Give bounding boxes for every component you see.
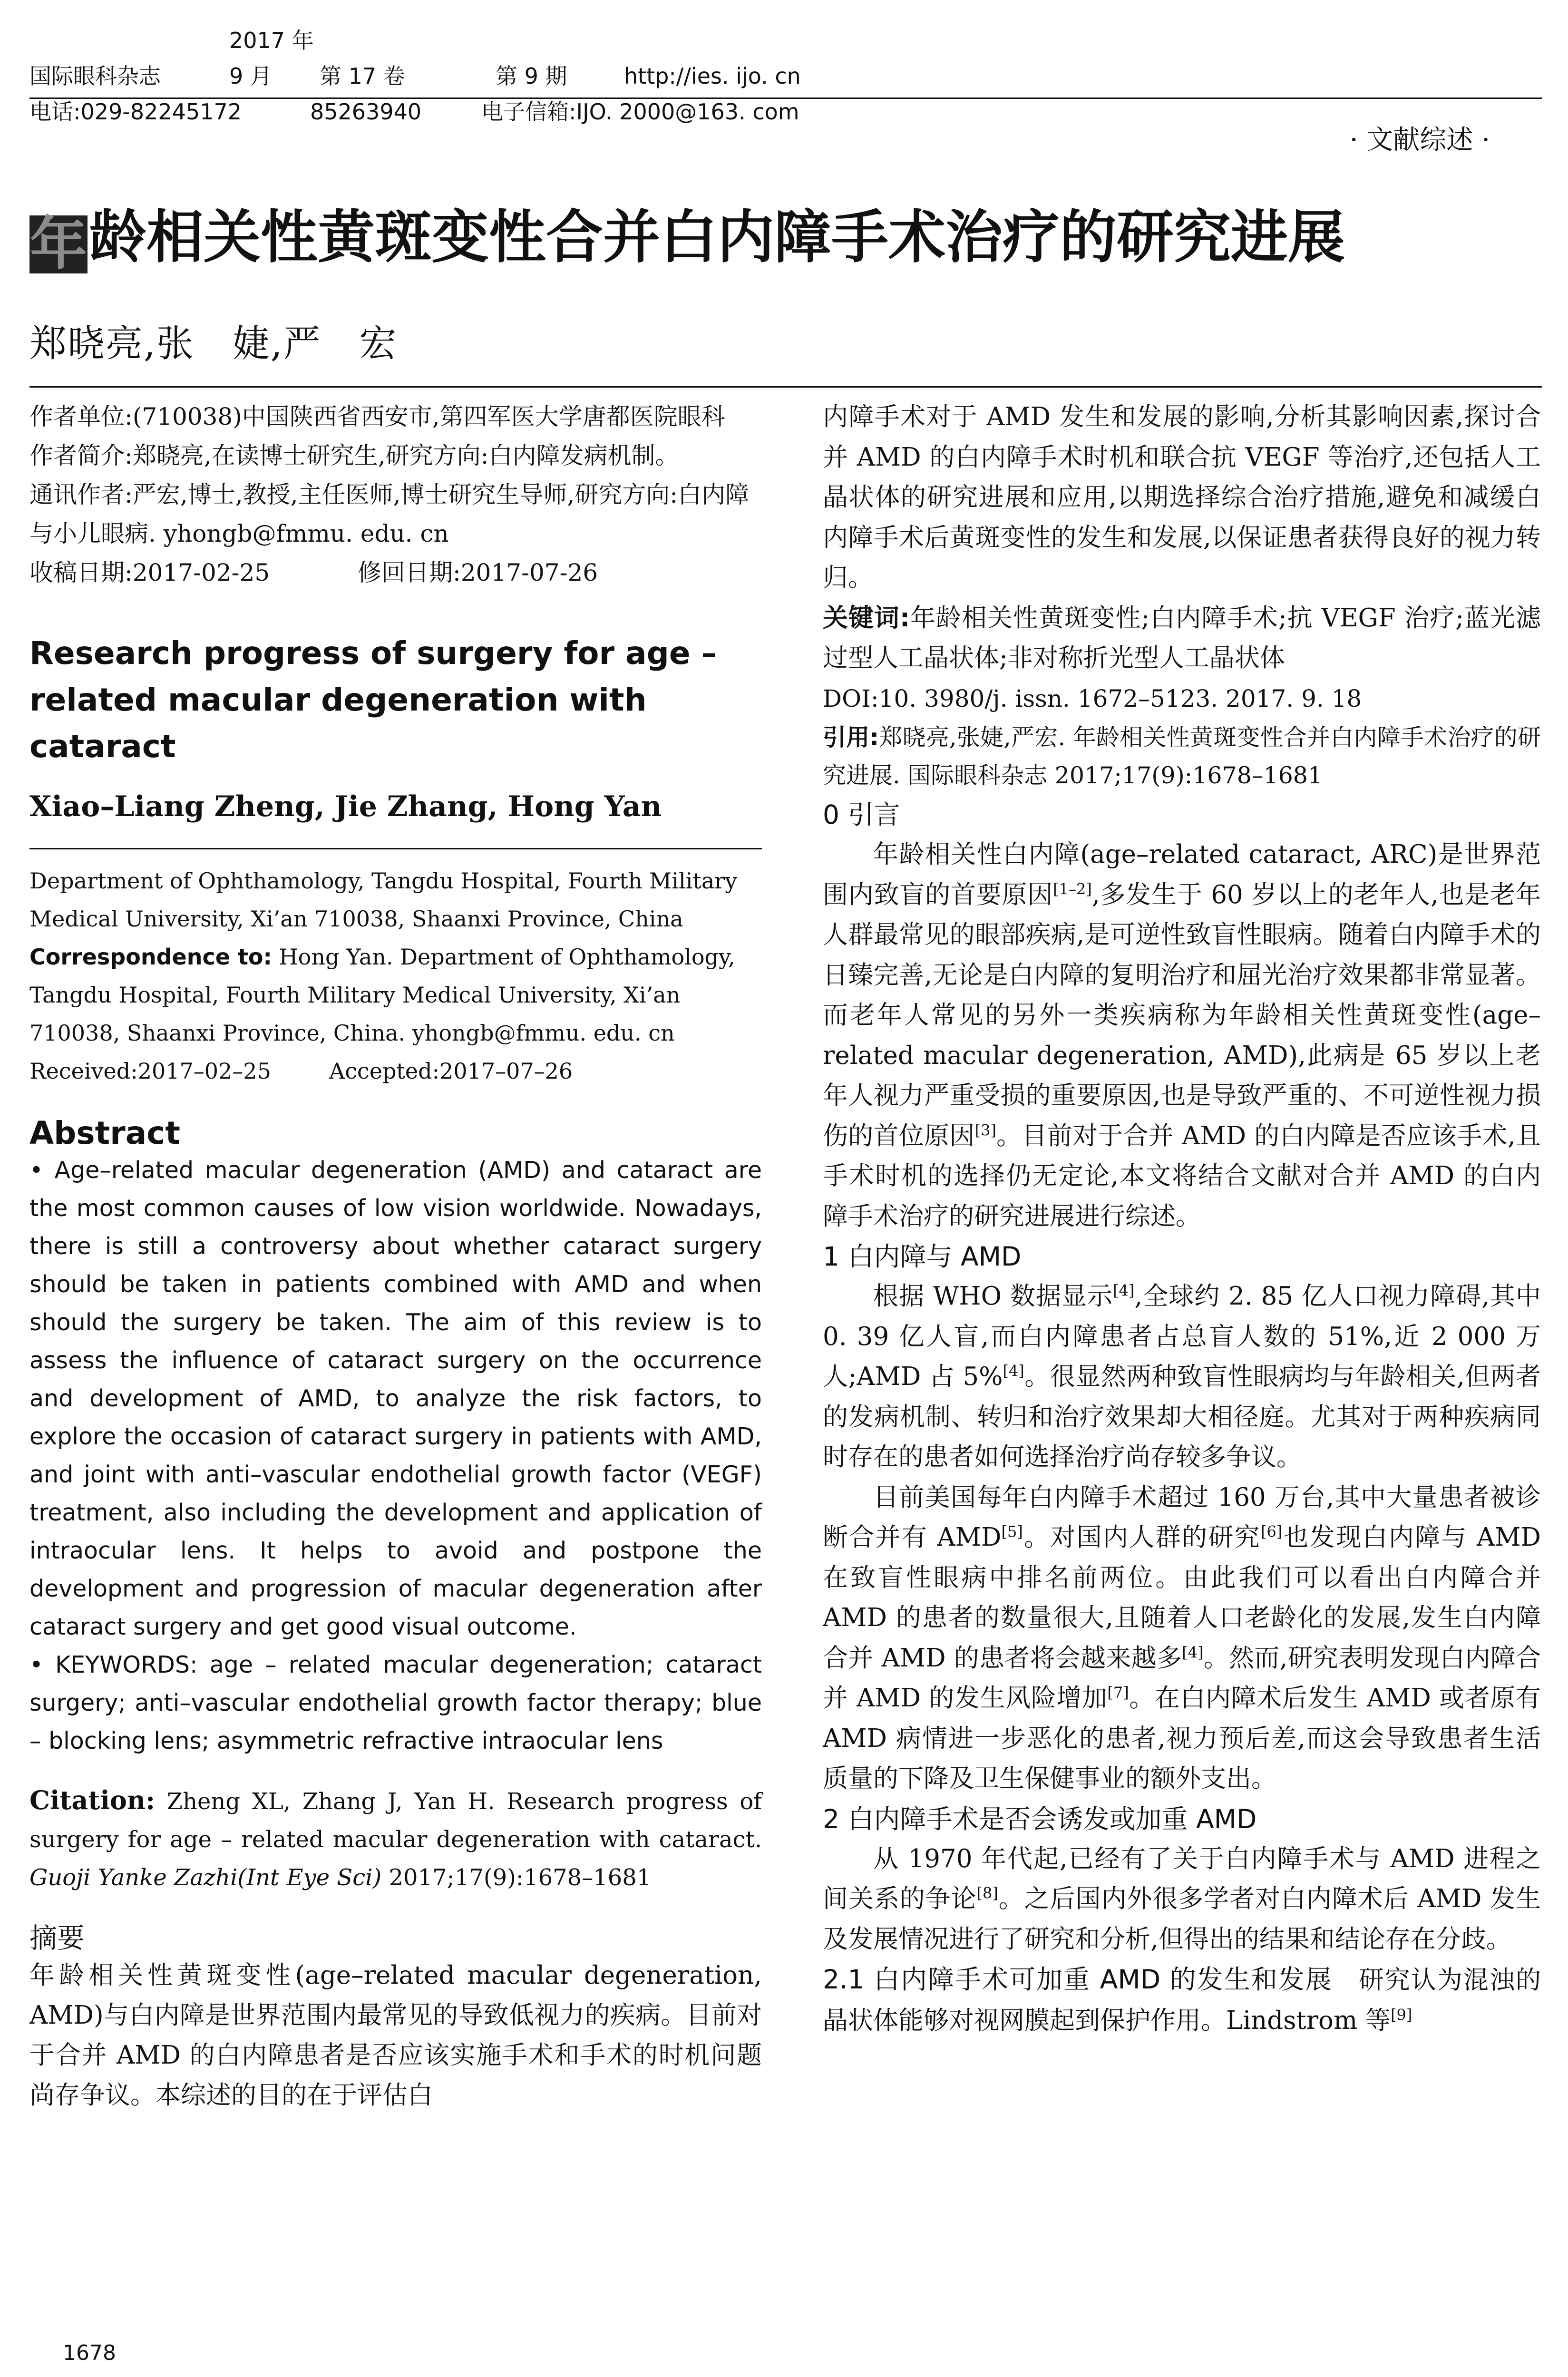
s21-text: 研究认为混浊的晶状体能够对视网膜起到保护作用。Lindstrom 等 [823,1966,1541,2035]
summary-text-right: 内障手术对于 AMD 发生和发展的影响,分析其影响因素,探讨合并 AMD 的白内障手术时机和联合抗 VEGF 等治疗,还包括人工晶状体的研究进展和应用,以期选择综合治疗措施,避免和减缓白内障手术后黄斑变性的发生和发展,以保证患者获得良好的视力转归。 [823,402,1541,592]
left-column [29,397,762,2115]
s1p2-text-e: 。在白内障术后发生 AMD 或者原有 AMD 病情进一步恶化的患者,视力预后差,而这会导致患者生活质量的下降及卫生保健事业的额外支出。 [823,1684,1541,1793]
intro-paragraph [823,835,1541,1237]
corresponding-author: 通讯作者:严宏,博士,教授,主任医师,博士研究生导师,研究方向:白内障与小儿眼病. yhongb@fmmu. edu. cn [29,481,750,547]
keywords-cn [823,598,1541,679]
authors-cn: 郑晓亮,张 婕,严 宏 [29,322,398,365]
ref-4b[interactable]: [4] [1003,1362,1024,1380]
ref-1-2[interactable]: [1–2] [1053,879,1092,898]
s2-text-b: 。之后国内外很多学者对白内障术后 AMD 发生及发展情况进行了研究和分析,但得出的结果和结论存在分歧。 [823,1884,1541,1954]
english-title: Research progress of surgery for age – related macular degeneration with cataract [29,635,717,765]
citation-label: Citation: [29,1785,156,1815]
english-keywords: • KEYWORDS: age – related macular degeneration; cataract surgery; anti–vascular endothelial growth factor therapy; blue – blocking lens; asymmetric refractive intraocular lens [29,1651,762,1754]
ref-5[interactable]: [5] [1001,1522,1023,1541]
intro-heading: 0 引言 [823,799,900,830]
cite-label: 引用: [823,724,879,751]
section-1-paragraph-1 [823,1276,1541,1478]
journal-url[interactable]: http://ies. ijo. cn [624,63,801,89]
author-unit: 作者单位:(710038)中国陕西省西安市,第四军医大学唐都医院眼科 [29,403,725,430]
title-first-char: 年 [30,211,87,277]
section-2-1-heading: 2.1 白内障手术可加重 AMD 的发生和发展 [823,1964,1333,1995]
ref-9[interactable]: [9] [1391,2005,1412,2024]
ref-4[interactable]: [4] [1113,1281,1135,1300]
abstract [29,1151,762,1760]
english-correspondence [29,938,762,1052]
s1p2-text-c: 也发现白内障与 AMD 在致盲性眼病中排名前两位。由此我们可以看出白内障合并 AMD 的患者的数量很大,且随着人口老龄化的发展,发生白内障合并 AMD 的患者将会越来越多 [823,1523,1541,1673]
revised-date: 修回日期:2017-07-26 [358,559,598,586]
ref-3[interactable]: [3] [974,1120,996,1139]
section-2-paragraph [823,1839,1541,1960]
s1-text-b: ,全球约 2. 85 亿人口视力障碍,其中 0. 39 亿人盲,而白内障患者占总盲人数的 51%,近 2 000 万人;AMD 占 5% [823,1282,1541,1391]
english-dates [29,1052,762,1090]
page-number: 1678 [63,2341,116,2365]
english-received: Received:2017–02–25 [29,1058,271,1084]
summary-heading: 摘要 [29,1922,85,1954]
section-2-1 [823,1959,1541,2041]
journal-name: 国际眼科杂志 [29,63,161,89]
s1p2-text-d: 。然而,研究表明发现白内障合并 AMD 的发生风险增加 [823,1643,1541,1713]
abstract-text: • Age–related macular degeneration (AMD) and cataract are the most common causes of low vision worldwide. Nowadays, there is still a controversy about whether cataract surgery should be taken in patients combined with AMD and when should the surgery be taken. The aim of this review is to assess the influence of cataract surgery on the occurrence and development of AMD, to analyze the risk factors, to explore the occasion of cataract surgery in patients with AMD, and joint with anti–vascular endothelial growth factor (VEGF) treatment, also including the development and application of intraocular lens. It helps to avoid and postpone the development and progression of macular degeneration after cataract surgery and get good visual outcome. [29,1157,762,1640]
abstract-heading: Abstract [29,1115,180,1151]
volume: 第 17 卷 [320,63,405,89]
section-1-heading: 1 白内障与 AMD [823,1241,1022,1272]
section-2-heading: 2 白内障手术是否会诱发或加重 AMD [823,1803,1257,1834]
dates [29,553,762,592]
english-authors: Xiao–Liang Zheng, Jie Zhang, Hong Yan [29,790,662,823]
correspondence-label: Correspondence to: [29,944,272,970]
intro-text-b: ,多发生于 60 岁以上的老年人,也是老年人群最常见的眼部疾病,是可逆性致盲性眼病。随着白内障手术的日臻完善,无论是白内障的复明治疗和屈光治疗效果都非常显著。而老年人常见的另外一类疾病称为年龄相关性黄斑变性(age–related macular degeneration, AMD),此病是 65 岁以上老年人视力严重受损的重要原因,也是导致严重的、不可逆性视力损伤的首位原因 [823,880,1541,1150]
s1p2-text-b: 。对国内人群的研究 [1023,1523,1261,1552]
section-tag: · 文献综述 · [1349,125,1490,156]
correspondence-text: Hong Yan. Department of Ophthamology, Tangdu Hospital, Fourth Military Medical University, Xi’an 710038, Shaanxi Province, China. yhongb@fmmu. edu. cn [29,944,735,1046]
received-date: 收稿日期:2017-02-25 [29,559,270,586]
author-intro: 作者简介:郑晓亮,在读博士研究生,研究方向:白内障发病机制。 [29,442,679,469]
citation-journal: Guoji Yanke Zazhi(Int Eye Sci) [29,1864,382,1891]
english-citation [29,1781,762,1897]
author-info [29,397,762,592]
keywords-text: 年龄相关性黄斑变性;白内障手术;抗 VEGF 治疗;蓝光滤过型人工晶状体;非对称折光型人工晶状体 [823,603,1541,672]
citation-tail: 2017;17(9):1678–1681 [381,1864,652,1891]
phone: 电话:029-82245172 [29,99,242,125]
ref-7[interactable]: [7] [1107,1683,1129,1702]
s1-text-a: 根据 WHO 数据显示 [873,1282,1113,1311]
keywords-label: 关键词: [823,603,910,633]
s1-text-c: 。很显然两种致盲性眼病均与年龄相关,但两者的发病机制、转归和治疗效果却大相径庭。尤其对于两种疾病同时存在的患者如何选择治疗尚存较多争议。 [823,1362,1541,1471]
article-title [29,205,1542,277]
phone-2: 85263940 [310,99,422,125]
right-column [823,397,1541,2041]
title-rule [29,386,1542,388]
s1p2-text-a: 目前美国每年白内障手术超过 160 万台,其中大量患者被诊断合并有 AMD [823,1482,1541,1552]
affiliation-rule [29,848,762,849]
citation-text: Zheng XL, Zhang J, Yan H. Research progress of surgery for age – related macular degeneration with cataract. [29,1788,762,1853]
english-affiliation-block [29,862,762,1090]
title-rest: 龄相关性黄斑变性合并白内障手术治疗的研究进展 [89,205,1345,271]
section-1-paragraph-2 [823,1478,1541,1799]
ref-6[interactable]: [6] [1260,1522,1283,1541]
cite-text: 郑晓亮,张婕,严宏. 年龄相关性黄斑变性合并白内障手术治疗的研究进展. 国际眼科杂志 2017;17(9):1678–1681 [823,724,1541,789]
journal-header [29,23,1542,130]
header-rule [29,97,1542,99]
summary-text-left: 年龄相关性黄斑变性(age–related macular degeneration, AMD)与白内障是世界范围内最常见的导致低视力的疾病。目前对于合并 AMD 的白内障患者是否应该实施手术和手术的时机问题尚存争议。本综述的目的在于评估白 [29,1961,762,2110]
s2-text-a: 从 1970 年代起,已经有了关于白内障手术与 AMD 进程之间关系的争论 [823,1844,1541,1913]
ref-8[interactable]: [8] [976,1884,998,1902]
issue-date: 2017 年 9 月 [229,28,314,89]
issue-number: 第 9 期 [496,63,567,89]
doi[interactable]: DOI:10. 3980/j. issn. 1672–5123. 2017. 9. 18 [823,684,1362,712]
intro-text-a: 年龄相关性白内障(age–related cataract, ARC)是世界范围内致盲的首要原因 [823,840,1541,909]
intro-text-c: 。目前对于合并 AMD 的白内障是否应该手术,且手术时机的选择仍无定论,本文将结合文献对合并 AMD 的白内障手术治疗的研究进展进行综述。 [823,1121,1541,1231]
email[interactable]: 电子信箱:IJO. 2000@163. com [481,99,799,125]
english-accepted: Accepted:2017–07–26 [329,1058,573,1084]
ref-4c[interactable]: [4] [1182,1643,1204,1661]
english-affiliation: Department of Ophthamology, Tangdu Hospital, Fourth Military Medical University, Xi’an 710038, Shaanxi Province, China [29,868,738,932]
citation-cn [823,719,1541,795]
